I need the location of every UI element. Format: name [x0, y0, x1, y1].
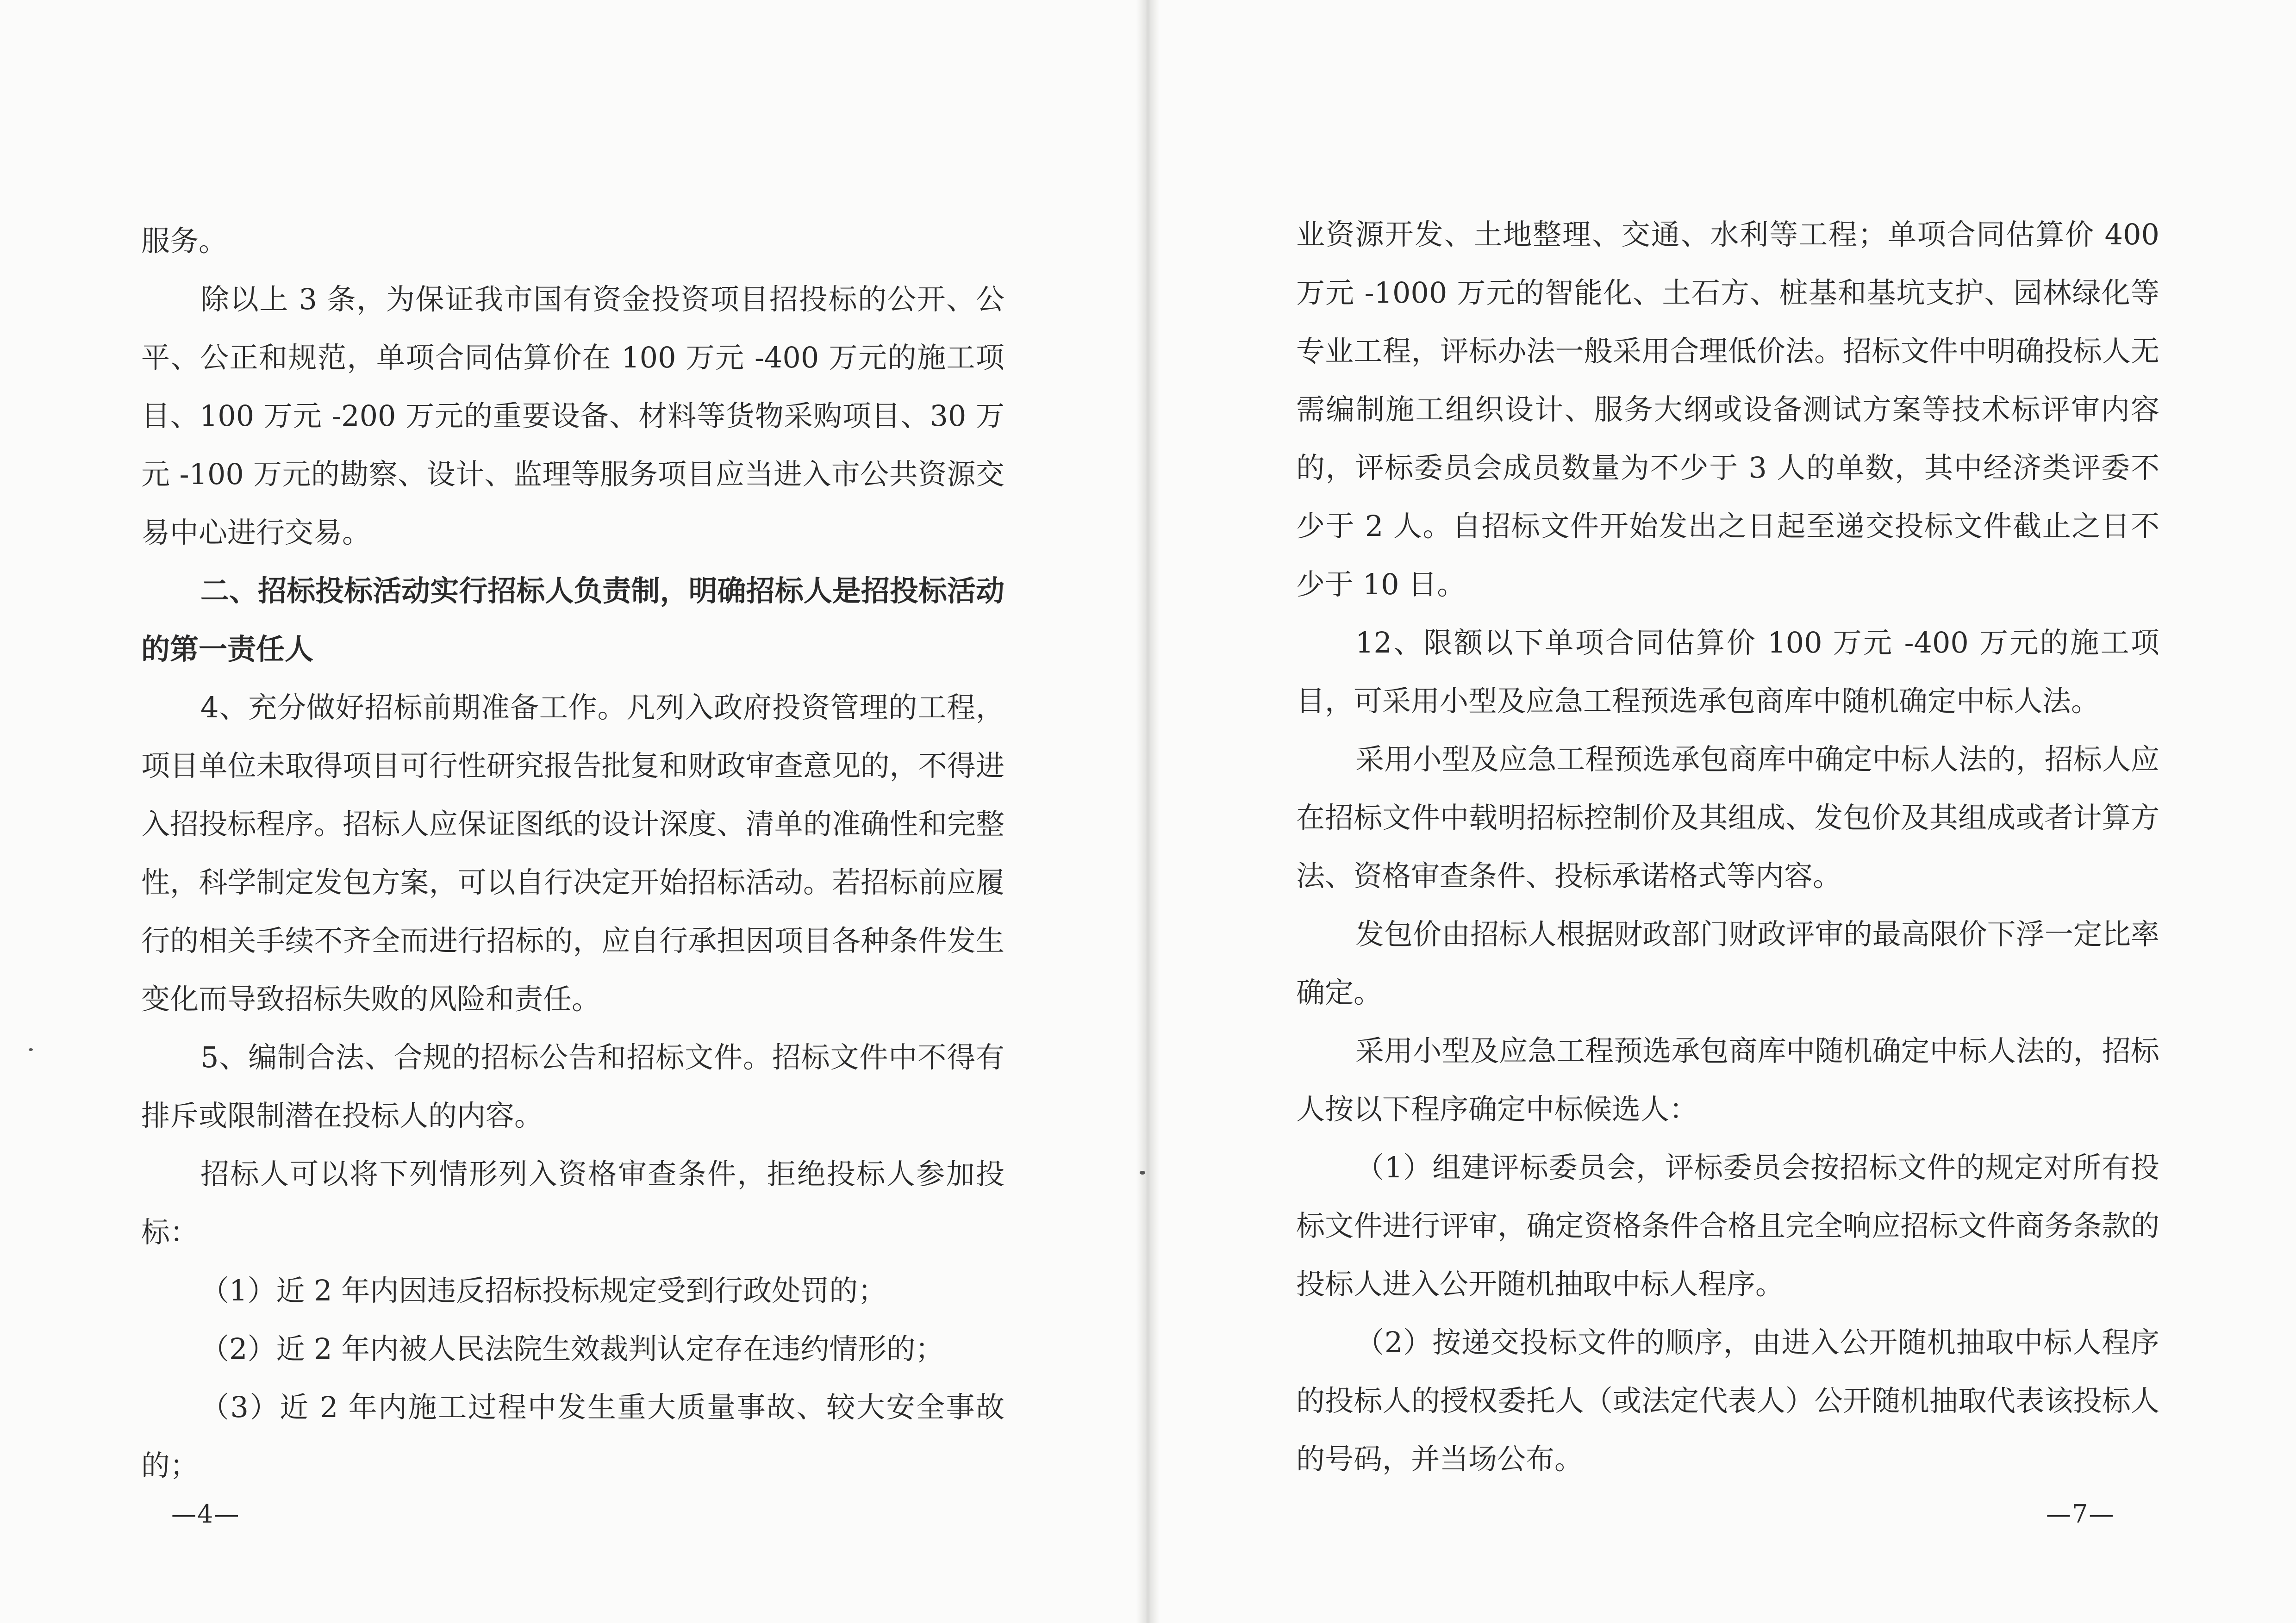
page-number: —4—: [171, 1499, 240, 1529]
scan-speck: [29, 1048, 33, 1051]
paragraph: 5、编制合法、合规的招标公告和招标文件。招标文件中不得有排斥或限制潜在投标人的内容。: [141, 1040, 1004, 1132]
list-item: （3）近 2 年内施工过程中发生重大质量事故、较大安全事故的；: [141, 1390, 1004, 1482]
list-item: （2）按递交投标文件的顺序，由进入公开随机抽取中标人程序的投标人的授权委托人（或法定代表人）公开随机抽取代表该投标人的号码，并当场公布。: [1296, 1325, 2159, 1476]
left-page: [0, 0, 1143, 1623]
paragraph: 采用小型及应急工程预选承包商库中确定中标人法的，招标人应在招标文件中载明招标控制价及其组成、发包价及其组成或者计算方法、资格审查条件、投标承诺格式等内容。: [1296, 742, 2159, 893]
list-item: （2）近 2 年内被人民法院生效裁判认定存在违约情形的；: [200, 1332, 944, 1366]
paragraph: 业资源开发、土地整理、交通、水利等工程；单项合同估算价 400 万元 -1000 万元的智能化、土石方、桩基和基坑支护、园林绿化等专业工程，评标办法一般采用合理低价法。招标文件中明确投标人无需编制施工组织设计、服务大纲或设备测试方案等技术标评审内容的，评标委员会成员数量为不少于 3 人的单数，其中经济类评委不少于 2 人。自招标文件开始发出之日起至递交投标文件截止之日不少于 10 日。: [1296, 218, 2159, 601]
page-number: —7—: [2046, 1499, 2115, 1529]
list-item: （1）近 2 年内因违反招标投标规定受到行政处罚的；: [200, 1274, 887, 1307]
paragraph: 发包价由招标人根据财政部门财政评审的最高限价下浮一定比率确定。: [1296, 917, 2159, 1009]
paragraph: 招标人可以将下列情形列入资格审查条件，拒绝投标人参加投标：: [141, 1157, 1004, 1249]
right-page: [1153, 0, 2296, 1623]
paragraph: 除以上 3 条，为保证我市国有资金投资项目招投标的公开、公平、公正和规范，单项合同估算价在 100 万元 -400 万元的施工项目、100 万元 -200 万元的重要设备、材料等货物采购项目、30 万元 -100 万元的勘察、设计、监理等服务项目应当进入市公共资源交易中心进行交易。: [141, 282, 1004, 549]
list-item: （1）组建评标委员会，评标委员会按招标文件的规定对所有投标文件进行评审，确定资格条件合格且完全响应招标文件商务条款的投标人进入公开随机抽取中标人程序。: [1296, 1150, 2159, 1301]
paragraph: 服务。: [141, 224, 228, 258]
section-heading: 二、招标投标活动实行招标人负责制，明确招标人是招投标活动的第一责任人: [141, 574, 1004, 666]
left-page-body: [141, 212, 1004, 1495]
scan-speck: [1140, 1171, 1145, 1175]
paragraph: 12、限额以下单项合同估算价 100 万元 -400 万元的施工项目，可采用小型及应急工程预选承包商库中随机确定中标人法。: [1296, 626, 2159, 718]
paragraph: 4、充分做好招标前期准备工作。凡列入政府投资管理的工程，项目单位未取得项目可行性研究报告批复和财政审查意见的，不得进入招投标程序。招标人应保证图纸的设计深度、清单的准确性和完整性，科学制定发包方案，可以自行决定开始招标活动。若招标前应履行的相关手续不齐全而进行招标的，应自行承担因项目各种条件发生变化而导致招标失败的风险和责任。: [141, 690, 1004, 1016]
paragraph: 采用小型及应急工程预选承包商库中随机确定中标人法的，招标人按以下程序确定中标候选人：: [1296, 1034, 2159, 1126]
right-page-body: [1296, 205, 2159, 1488]
